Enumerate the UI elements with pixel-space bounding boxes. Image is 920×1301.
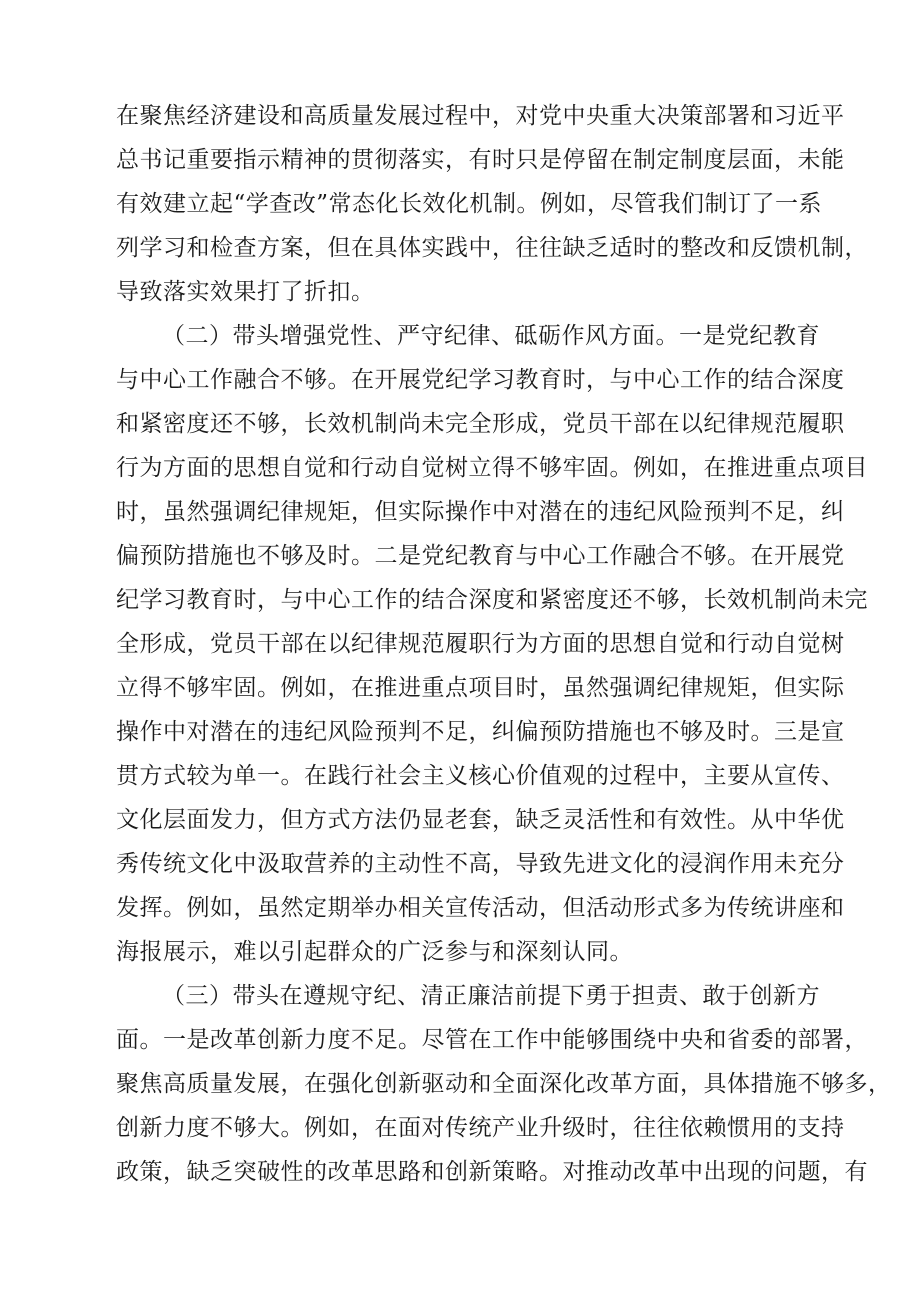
text-line: 发挥。例如，虽然定期举办相关宣传活动，但活动形式多为传统讲座和 — [116, 895, 845, 921]
section-heading-line: （三）带头在遵规守纪、清正廉洁前提下勇于担责、敢于创新方 — [162, 983, 820, 1009]
text-line: 导致落实效果打了折扣。 — [116, 279, 375, 305]
text-line: 时，虽然强调纪律规矩，但实际操作中对潜在的违纪风险预判不足，纠 — [116, 499, 845, 525]
text-line: 文化层面发力，但方式方法仍显老套，缺乏灵活性和有效性。从中华优 — [116, 807, 845, 833]
text-line: 秀传统文化中汲取营养的主动性不高，导致先进文化的浸润作用未充分 — [116, 851, 845, 877]
text-line: 在聚焦经济建设和高质量发展过程中，对党中央重大决策部署和习近平 — [116, 103, 845, 129]
text-line: 纪学习教育时，与中心工作的结合深度和紧密度还不够，长效机制尚未完 — [116, 587, 868, 613]
text-line: 贯方式较为单一。在践行社会主义核心价值观的过程中，主要从宣传、 — [116, 763, 845, 789]
text-line: 创新力度不够大。例如，在面对传统产业升级时，往往依赖惯用的支持 — [116, 1115, 845, 1141]
text-line: 有效建立起“学查改”常态化长效化机制。例如，尽管我们制订了一系 — [116, 191, 823, 217]
text-line: 聚焦高质量发展，在强化创新驱动和全面深化改革方面，具体措施不够多， — [116, 1071, 892, 1097]
text-line: 立得不够牢固。例如，在推进重点项目时，虽然强调纪律规矩，但实际 — [116, 675, 845, 701]
text-line: 面。一是改革创新力度不足。尽管在工作中能够围绕中央和省委的部署， — [116, 1027, 868, 1053]
text-line: 全形成，党员干部在以纪律规范履职行为方面的思想自觉和行动自觉树 — [116, 631, 845, 657]
text-line: 列学习和检查方案，但在具体实践中，往往缺乏适时的整改和反馈机制， — [116, 235, 868, 261]
text-line: 偏预防措施也不够及时。二是党纪教育与中心工作融合不够。在开展党 — [116, 543, 845, 569]
text-line: 总书记重要指示精神的贯彻落实，有时只是停留在制定制度层面，未能 — [116, 147, 845, 173]
text-line: 和紧密度还不够，长效机制尚未完全形成，党员干部在以纪律规范履职 — [116, 411, 845, 437]
text-line: 政策，缺乏突破性的改革思路和创新策略。对推动改革中出现的问题，有 — [116, 1159, 868, 1185]
text-line: 与中心工作融合不够。在开展党纪学习教育时，与中心工作的结合深度 — [116, 367, 845, 393]
text-line: 操作中对潜在的违纪风险预判不足，纠偏预防措施也不够及时。三是宣 — [116, 719, 845, 745]
text-line: 行为方面的思想自觉和行动自觉树立得不够牢固。例如，在推进重点项目 — [116, 455, 868, 481]
text-line: 海报展示，难以引起群众的广泛参与和深刻认同。 — [116, 939, 633, 965]
section-heading-line: （二）带头增强党性、严守纪律、砥砺作风方面。一是党纪教育 — [162, 323, 820, 349]
